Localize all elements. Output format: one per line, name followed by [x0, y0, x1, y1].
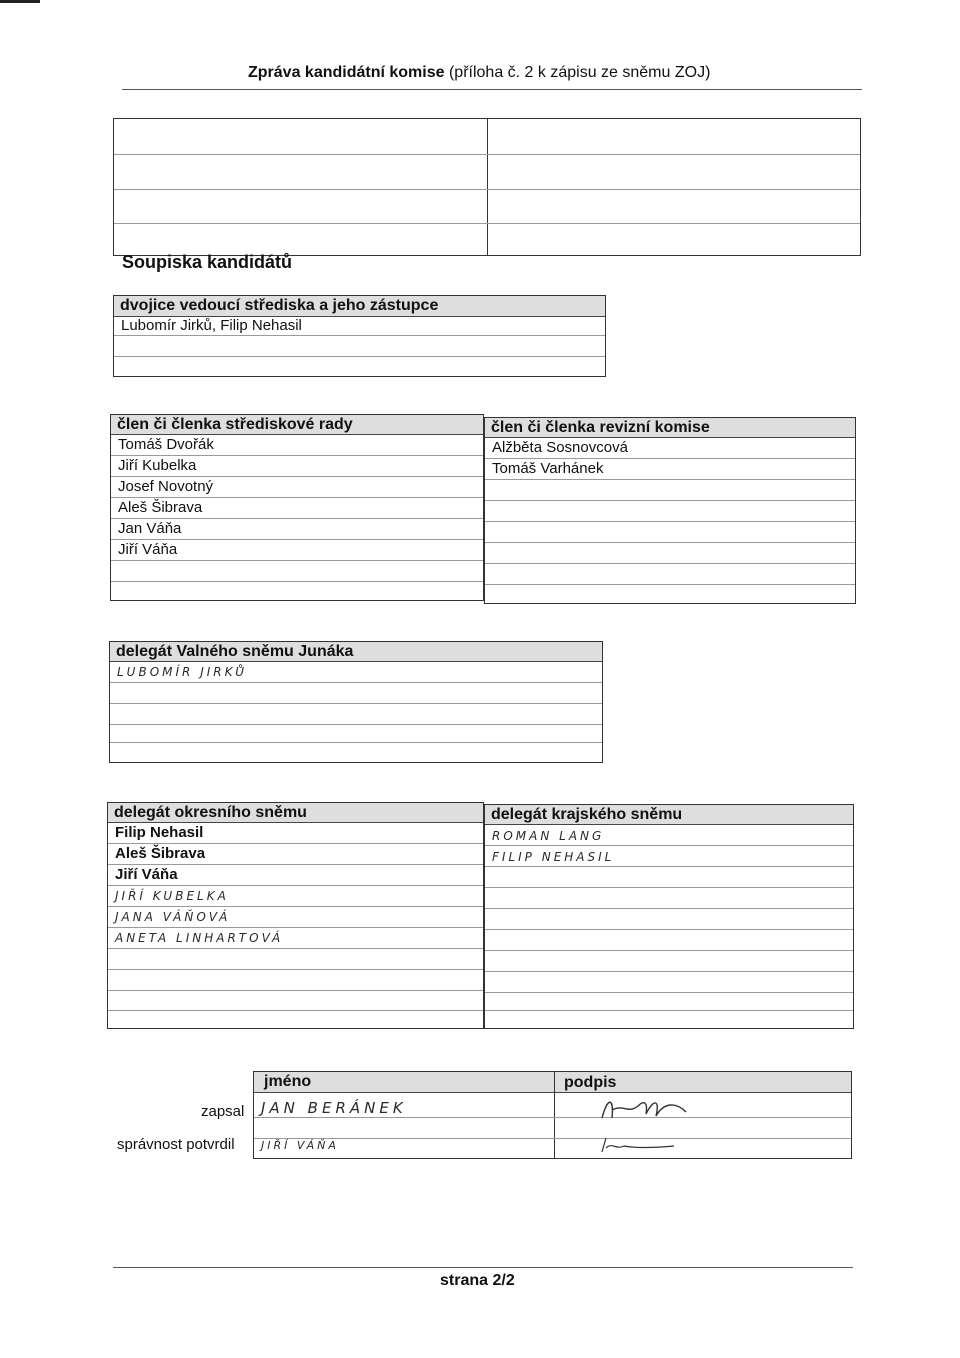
council-row: Josef Novotný	[118, 478, 214, 495]
page-number: strana 2/2	[440, 1272, 515, 1289]
regional-delegate-handwritten: ROMAN LANG	[492, 829, 605, 843]
regional-delegate-handwritten: FILIP NEHASIL	[492, 850, 615, 864]
district-delegate-row: Filip Nehasil	[115, 824, 204, 841]
title-underline	[122, 89, 862, 90]
regional-delegate-header: delegát krajského sněmu	[491, 806, 683, 823]
district-delegate-row: Jiří Váňa	[115, 866, 178, 883]
district-delegate-handwritten: ANETA LINHARTOVÁ	[115, 931, 284, 945]
audit-row: Tomáš Varhánek	[492, 460, 604, 477]
general-delegate-handwritten: LUBOMÍR JIRKŮ	[117, 665, 248, 679]
leader-table	[113, 295, 606, 377]
leader-row: Lubomír Jirků, Filip Nehasil	[121, 317, 302, 334]
page-title	[248, 64, 710, 82]
district-delegate-handwritten: JIŘÍ KUBELKA	[115, 889, 229, 903]
signature-table	[253, 1071, 852, 1159]
page-title-bold: Zpráva kandidátní komise	[248, 64, 445, 81]
signature-mark-1	[594, 1092, 714, 1124]
leader-header: dvojice vedoucí střediska a jeho zástupce	[120, 297, 439, 314]
council-row: Aleš Šibrava	[118, 499, 203, 516]
council-row: Tomáš Dvořák	[118, 436, 214, 453]
signature-label-1: zapsal	[201, 1103, 245, 1120]
district-delegate-row: Aleš Šibrava	[115, 845, 206, 862]
general-delegate-table	[109, 641, 603, 763]
district-delegate-table	[107, 802, 484, 1029]
district-delegate-header: delegát okresního sněmu	[114, 804, 307, 821]
audit-table	[484, 417, 856, 604]
council-row: Jiří Váňa	[118, 541, 178, 558]
audit-header: člen či členka revizní komise	[491, 419, 710, 436]
district-delegate-handwritten: JANA VÁŇOVÁ	[115, 910, 231, 924]
signature-name-1: JAN BERÁNEK	[261, 1099, 407, 1117]
council-row: Jiří Kubelka	[118, 457, 197, 474]
regional-delegate-table	[484, 804, 854, 1029]
signature-label-2: správnost potvrdil	[117, 1136, 235, 1153]
footer-rule	[113, 1267, 853, 1268]
audit-row: Alžběta Sosnovcová	[492, 439, 628, 456]
signature-col-name: jméno	[264, 1073, 312, 1090]
signature-name-2: JIŘÍ VÁŇA	[261, 1139, 339, 1152]
scan-corner-mark	[0, 0, 40, 13]
roster-title: Soupiska kandidátů	[122, 252, 293, 272]
signature-col-sign: podpis	[564, 1074, 617, 1091]
council-row: Jan Váňa	[118, 520, 182, 537]
general-delegate-header: delegát Valného sněmu Junáka	[116, 643, 354, 660]
council-table	[110, 414, 484, 601]
signature-mark-2	[594, 1134, 714, 1156]
page-title-rest: (příloha č. 2 k zápisu ze sněmu ZOJ)	[444, 64, 711, 81]
top-empty-table	[113, 118, 861, 256]
council-header: člen či členka střediskové rady	[117, 416, 353, 433]
